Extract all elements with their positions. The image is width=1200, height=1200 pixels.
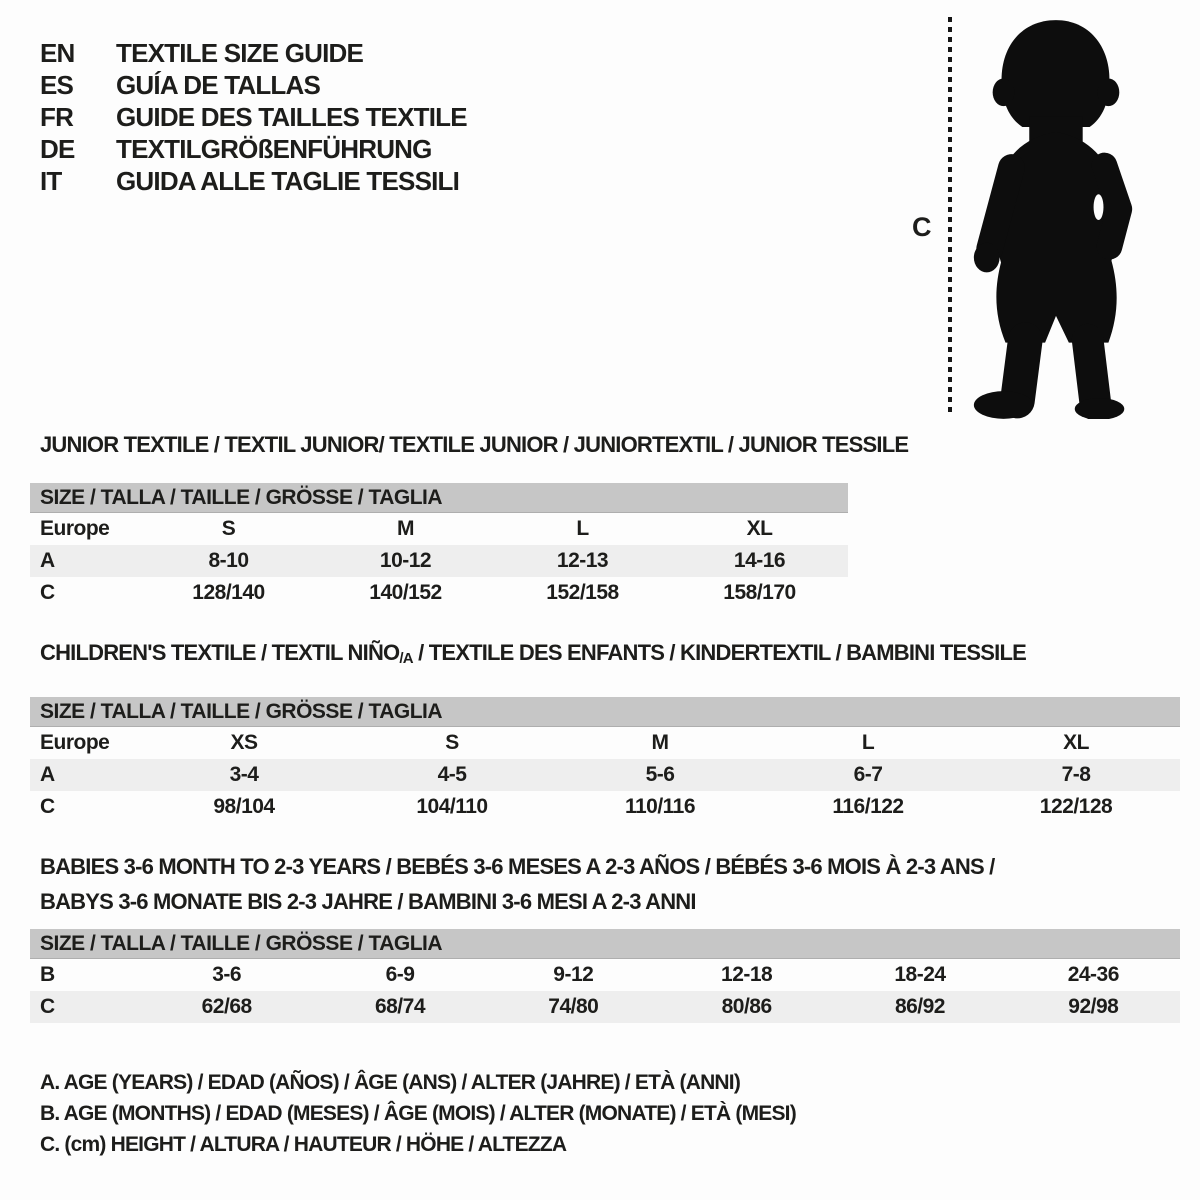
lang-code: EN: [40, 38, 75, 68]
height-cell: 158/170: [723, 581, 796, 604]
height-cell: 104/110: [416, 795, 488, 818]
row-label: A: [40, 549, 55, 572]
size-cell: XS: [230, 731, 258, 754]
children-textile-section: [30, 641, 1180, 823]
lang-title: TEXTILGRÖßENFÜHRUNG: [116, 134, 432, 164]
height-cell: 98/104: [213, 795, 275, 818]
lang-code: ES: [40, 70, 74, 100]
table-row-height-cm: [30, 791, 1180, 823]
lang-row-de: [40, 133, 467, 165]
size-header-bar: SIZE / TALLA / TAILLE / GRÖSSE / TAGLIA: [30, 697, 1180, 727]
lang-code: FR: [40, 102, 74, 132]
age-cell: 4-5: [437, 763, 467, 786]
height-cell: 74/80: [548, 995, 599, 1018]
measure-legend: [40, 1067, 796, 1160]
height-cell: 122/128: [1039, 795, 1113, 818]
age-cell: 10-12: [379, 549, 432, 572]
babies-title-line2: BABYS 3-6 MONATE BIS 2-3 JAHRE / BAMBINI 3-6 MESI A 2-3 ANNI: [40, 889, 696, 914]
size-cell: L: [576, 517, 589, 540]
row-label: A: [40, 763, 55, 786]
row-label: Europe: [40, 731, 110, 754]
age-cell: 8-10: [208, 549, 249, 572]
age-cell: 9-12: [553, 963, 594, 986]
lang-title: GUIDE DES TAILLES TEXTILE: [116, 102, 467, 132]
row-label: Europe: [40, 517, 110, 540]
table-row-age-years: [30, 759, 1180, 791]
table-row-europe: [30, 513, 848, 545]
lang-row-es: [40, 69, 467, 101]
junior-textile-section: [30, 432, 909, 609]
row-label: C: [40, 795, 55, 818]
size-cell: M: [397, 517, 414, 540]
size-cell: XL: [746, 517, 773, 540]
lang-title: GUÍA DE TALLAS: [116, 70, 321, 100]
age-cell: 18-24: [894, 963, 946, 986]
legend-line-c: C. (cm) HEIGHT / ALTURA / HAUTEUR / HÖHE / ALTEZZA: [40, 1133, 567, 1156]
babies-title-line1: BABIES 3-6 MONTH TO 2-3 YEARS / BEBÉS 3-6 MESES A 2-3 AÑOS / BÉBÉS 3-6 MOIS À 2-3 ANS /: [40, 854, 995, 879]
height-cell: 86/92: [894, 995, 945, 1018]
height-cell: 152/158: [546, 581, 619, 604]
age-cell: 24-36: [1067, 963, 1119, 986]
table-row-age-months: [30, 959, 1180, 991]
row-label: C: [40, 581, 55, 604]
height-cell: 140/152: [369, 581, 442, 604]
height-cell: 116/122: [832, 795, 904, 818]
table-row-europe: [30, 727, 1180, 759]
age-cell: 6-7: [853, 763, 883, 786]
height-cell: 110/116: [624, 795, 696, 818]
row-label: B: [40, 963, 55, 986]
lang-row-it: [40, 165, 467, 197]
height-cell: 92/98: [1068, 995, 1119, 1018]
table-row-age-years: [30, 545, 848, 577]
size-cell: S: [445, 731, 459, 754]
table-row-height-cm: [30, 991, 1180, 1023]
height-measure-dashed-line: [948, 17, 952, 417]
age-cell: 7-8: [1061, 763, 1091, 786]
language-title-list: [40, 37, 467, 197]
size-header-bar: SIZE / TALLA / TAILLE / GRÖSSE / TAGLIA: [30, 483, 848, 513]
height-cell: 80/86: [721, 995, 772, 1018]
children-table-title: [30, 641, 1180, 671]
size-cell: S: [221, 517, 236, 540]
lang-code: DE: [40, 134, 75, 164]
toddler-silhouette-icon: [960, 13, 1148, 419]
row-label: C: [40, 995, 55, 1018]
age-cell: 5-6: [645, 763, 675, 786]
height-cell: 128/140: [192, 581, 265, 604]
age-cell: 3-4: [229, 763, 259, 786]
legend-line-b: B. AGE (MONTHS) / EDAD (MESES) / ÂGE (MOIS) / ALTER (MONATE) / ETÀ (MESI): [40, 1102, 796, 1125]
junior-table-title: JUNIOR TEXTILE / TEXTIL JUNIOR/ TEXTILE JUNIOR / JUNIORTEXTIL / JUNIOR TESSILE: [40, 432, 909, 457]
lang-row-en: [40, 37, 467, 69]
table-row-height-cm: [30, 577, 848, 609]
size-cell: M: [651, 731, 669, 754]
size-header-bar: SIZE / TALLA / TAILLE / GRÖSSE / TAGLIA: [30, 929, 1180, 959]
title-part: CHILDREN'S TEXTILE / TEXTIL NIÑO: [40, 640, 400, 665]
height-cell: 62/68: [201, 995, 252, 1018]
babies-textile-section: [30, 849, 1180, 1023]
lang-code: IT: [40, 166, 62, 196]
title-subscript: /A: [399, 650, 413, 667]
age-cell: 12-13: [556, 549, 609, 572]
babies-table-title: [30, 849, 1180, 919]
lang-row-fr: [40, 101, 467, 133]
age-cell: 14-16: [733, 549, 786, 572]
legend-line-a: A. AGE (YEARS) / EDAD (AÑOS) / ÂGE (ANS) / ALTER (JAHRE) / ETÀ (ANNI): [40, 1071, 741, 1094]
height-cell: 68/74: [374, 995, 426, 1018]
age-cell: 12-18: [721, 963, 773, 986]
height-measure-label: C: [912, 212, 931, 242]
lang-title: TEXTILE SIZE GUIDE: [116, 38, 364, 68]
lang-title: GUIDA ALLE TAGLIE TESSILI: [116, 166, 460, 196]
age-cell: 6-9: [385, 963, 415, 986]
size-cell: L: [861, 731, 875, 754]
size-cell: XL: [1063, 731, 1089, 754]
age-cell: 3-6: [212, 963, 242, 986]
title-part: / TEXTILE DES ENFANTS / KINDERTEXTIL / BAMBINI TESSILE: [412, 640, 1026, 665]
